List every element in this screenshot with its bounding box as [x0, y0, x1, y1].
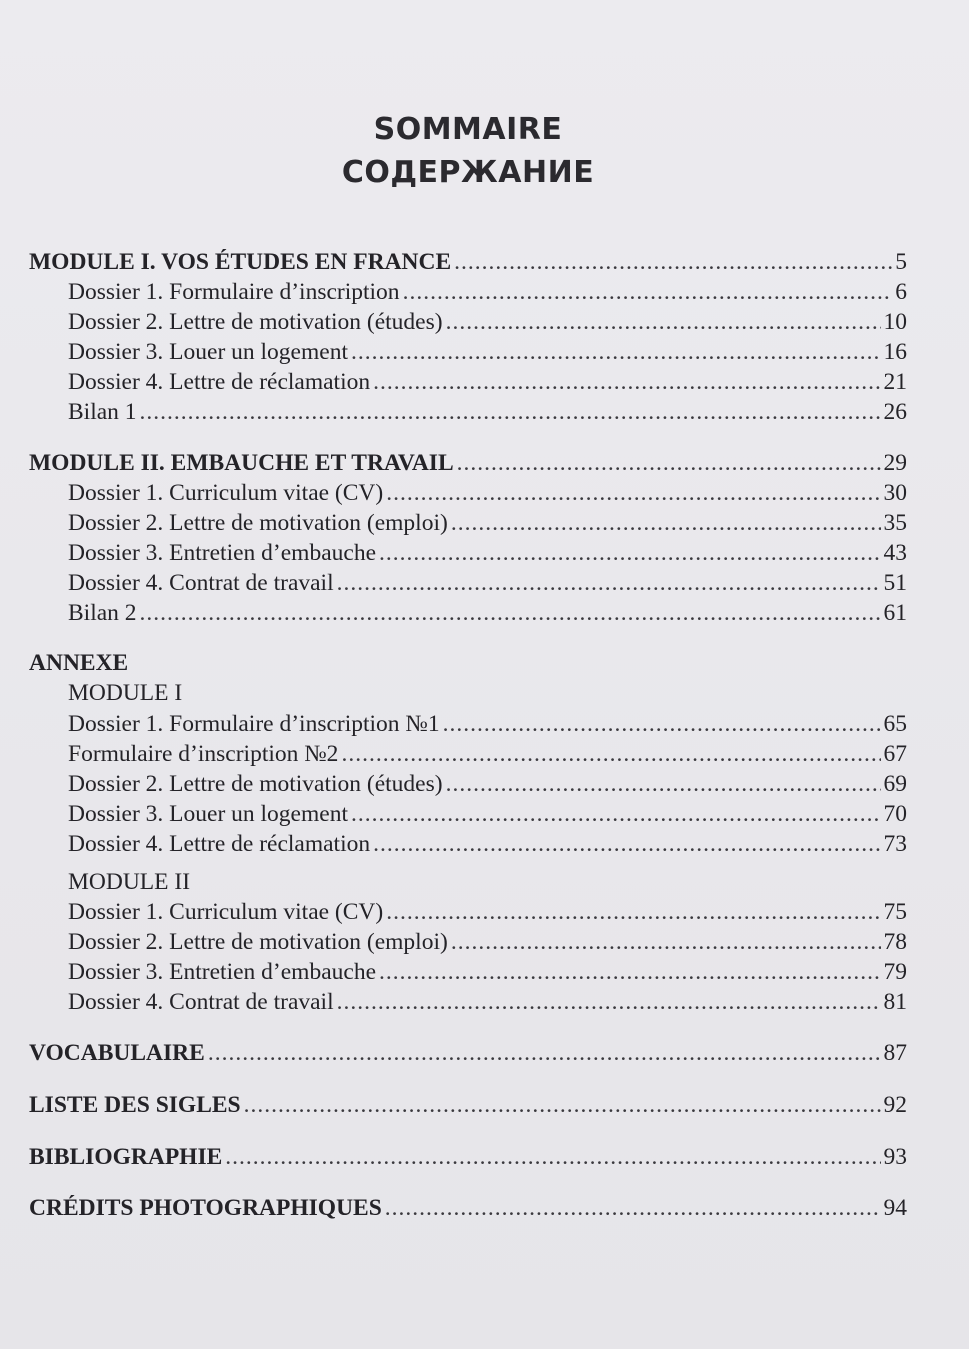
toc-credits-page: 94: [883, 1195, 907, 1221]
toc-item-page: 6: [895, 279, 907, 305]
toc-item-page: 61: [883, 600, 907, 626]
dot-leader: [457, 448, 881, 478]
dot-leader: [446, 307, 881, 337]
toc-item-page: 35: [883, 510, 907, 536]
toc-item-page: 26: [883, 399, 907, 425]
dot-leader: [403, 277, 893, 307]
toc-module-2[interactable]: [29, 448, 907, 478]
toc-item[interactable]: [68, 367, 907, 397]
toc-item-label: Dossier 1. Formulaire d’inscription: [68, 279, 400, 305]
toc-item-page: 75: [883, 899, 907, 925]
toc-item[interactable]: [68, 987, 907, 1017]
dot-leader: [351, 799, 881, 829]
dot-leader: [337, 987, 881, 1017]
dot-leader: [451, 508, 881, 538]
toc-item-label: Bilan 2: [68, 600, 137, 626]
dot-leader: [454, 247, 892, 277]
toc-item[interactable]: [68, 568, 907, 598]
toc-item[interactable]: [68, 277, 907, 307]
toc-item-page: 16: [883, 339, 907, 365]
toc-item[interactable]: [68, 897, 907, 927]
page-title-ru: СОДЕРЖАНИЕ: [341, 155, 595, 190]
toc-item[interactable]: [68, 957, 907, 987]
toc-item-label: Dossier 4. Contrat de travail: [68, 570, 334, 596]
dot-leader: [373, 829, 880, 859]
dot-leader: [451, 927, 881, 957]
toc-module-1-title: MODULE I. VOS ÉTUDES EN FRANCE: [29, 249, 452, 275]
toc-item-label: Dossier 2. Lettre de motivation (études): [68, 309, 443, 335]
dot-leader: [341, 739, 880, 769]
toc-item[interactable]: [68, 799, 907, 829]
toc-item-page: 81: [883, 989, 907, 1015]
toc-item-page: 51: [883, 570, 907, 596]
toc-module-2-page: 29: [883, 450, 907, 476]
dot-leader: [225, 1142, 880, 1172]
toc-bibliographie-page: 93: [883, 1144, 907, 1170]
toc-item-label: Dossier 2. Lettre de motivation (emploi): [68, 510, 448, 536]
toc-item-page: 21: [883, 369, 907, 395]
toc-item-label: Dossier 3. Louer un logement: [68, 339, 348, 365]
dot-leader: [379, 538, 880, 568]
page-title-fr: SOMMAIRE: [373, 112, 563, 147]
toc-item-label: Dossier 4. Contrat de travail: [68, 989, 334, 1015]
toc-item-page: 67: [883, 741, 907, 767]
toc-item-page: 79: [883, 959, 907, 985]
toc-credits[interactable]: [29, 1193, 907, 1223]
toc-item-page: 73: [883, 831, 907, 857]
dot-leader: [373, 367, 880, 397]
dot-leader: [208, 1038, 881, 1068]
toc-item-page: 78: [883, 929, 907, 955]
toc-item-page: 10: [883, 309, 907, 335]
toc-item[interactable]: [68, 709, 907, 739]
dot-leader: [385, 1193, 881, 1223]
toc-item-label: Formulaire d’inscription №2: [68, 741, 339, 767]
toc-item[interactable]: [68, 769, 907, 799]
toc-item-label: Bilan 1: [68, 399, 137, 425]
toc-item[interactable]: [68, 829, 907, 859]
toc-annexe-module-1-heading: MODULE I: [68, 680, 183, 706]
toc-module-2-title: MODULE II. EMBAUCHE ET TRAVAIL: [29, 450, 454, 476]
dot-leader: [351, 337, 881, 367]
toc-credits-title: CRÉDITS PHOTOGRAPHIQUES: [29, 1195, 382, 1221]
toc-item-label: Dossier 4. Lettre de réclamation: [68, 831, 371, 857]
toc-annexe-heading: ANNEXE: [29, 650, 129, 676]
toc-item[interactable]: [68, 478, 907, 508]
toc-item-label: Dossier 1. Formulaire d’inscription №1: [68, 711, 440, 737]
toc-sigles-page: 92: [883, 1092, 907, 1118]
toc-bibliographie[interactable]: [29, 1142, 907, 1172]
toc-item-label: Dossier 4. Lettre de réclamation: [68, 369, 371, 395]
dot-leader: [379, 957, 880, 987]
toc-item-page: 30: [883, 480, 907, 506]
toc-item[interactable]: [68, 927, 907, 957]
dot-leader: [244, 1090, 881, 1120]
toc-item-page: 65: [883, 711, 907, 737]
toc-item-page: 43: [883, 540, 907, 566]
toc-module-1-page: 5: [895, 249, 907, 275]
toc-annexe-module-2-heading: MODULE II: [68, 869, 191, 895]
toc-module-1[interactable]: [29, 247, 907, 277]
toc-item[interactable]: [68, 739, 907, 769]
toc-item-label: Dossier 1. Curriculum vitae (CV): [68, 480, 384, 506]
toc-item[interactable]: [68, 337, 907, 367]
dot-leader: [140, 598, 881, 628]
toc-item-label: Dossier 3. Louer un logement: [68, 801, 348, 827]
toc-item[interactable]: [68, 307, 907, 337]
toc-vocabulaire[interactable]: [29, 1038, 907, 1068]
toc-item-page: 70: [883, 801, 907, 827]
toc-item-label: Dossier 2. Lettre de motivation (emploi): [68, 929, 448, 955]
toc-item-label: Dossier 1. Curriculum vitae (CV): [68, 899, 384, 925]
toc-item[interactable]: [68, 598, 907, 628]
toc-bibliographie-title: BIBLIOGRAPHIE: [29, 1144, 223, 1170]
toc-item-label: Dossier 2. Lettre de motivation (études): [68, 771, 443, 797]
toc-sigles-title: LISTE DES SIGLES: [29, 1092, 241, 1118]
dot-leader: [140, 397, 881, 427]
dot-leader: [386, 478, 880, 508]
toc-item[interactable]: [68, 508, 907, 538]
dot-leader: [386, 897, 880, 927]
toc-item-label: Dossier 3. Entretien d’embauche: [68, 959, 377, 985]
toc-item-label: Dossier 3. Entretien d’embauche: [68, 540, 377, 566]
dot-leader: [446, 769, 881, 799]
toc-item[interactable]: [68, 538, 907, 568]
toc-vocabulaire-title: VOCABULAIRE: [29, 1040, 205, 1066]
toc-item-page: 69: [883, 771, 907, 797]
dot-leader: [337, 568, 881, 598]
dot-leader: [443, 709, 881, 739]
toc-vocabulaire-page: 87: [883, 1040, 907, 1066]
toc-item[interactable]: [68, 397, 907, 427]
toc-sigles[interactable]: [29, 1090, 907, 1120]
